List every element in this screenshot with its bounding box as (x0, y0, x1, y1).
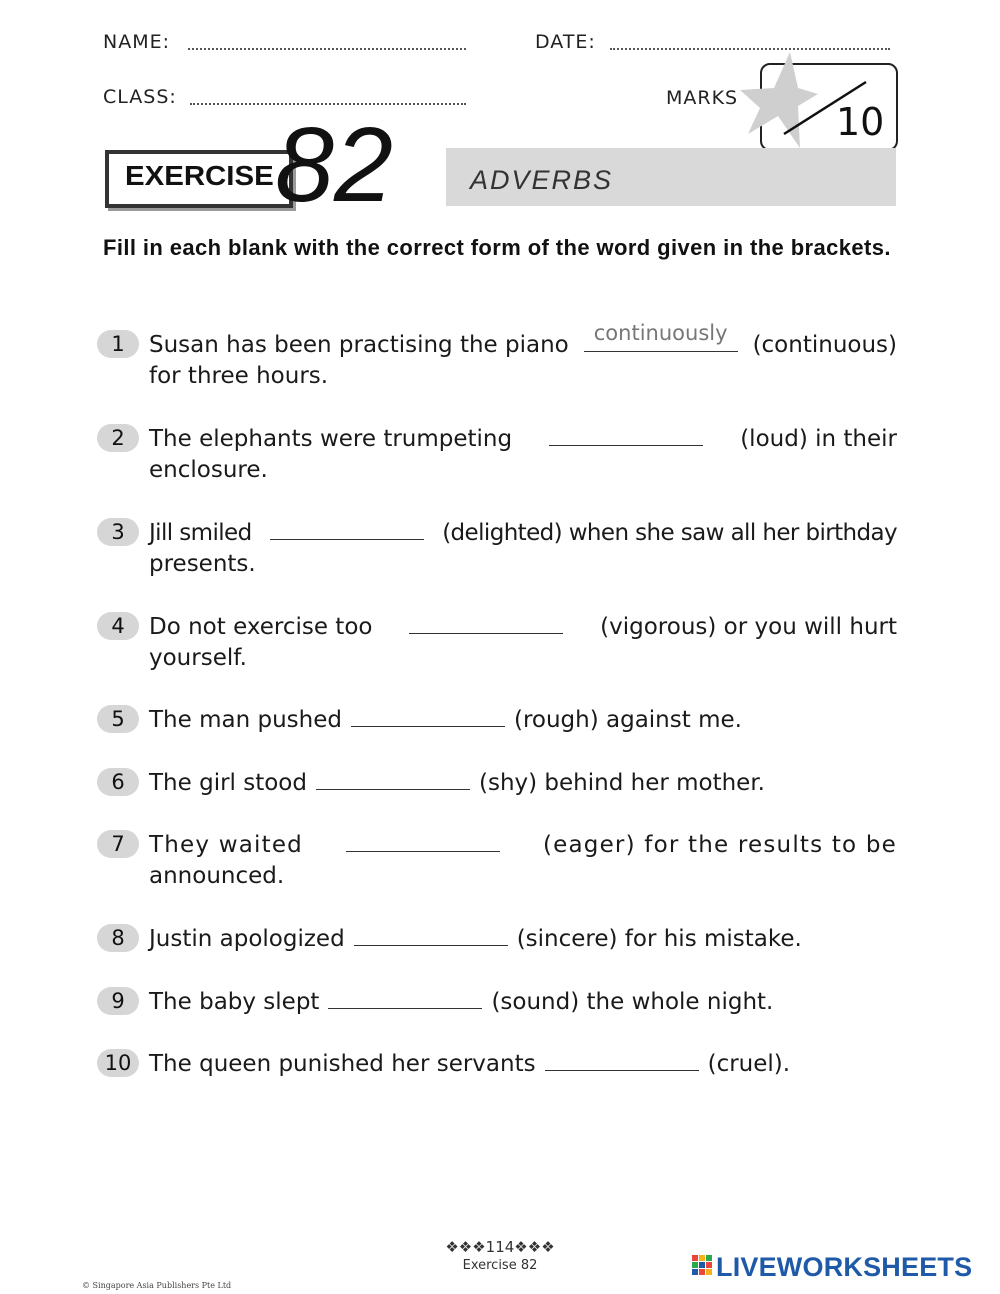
question-hint: (loud) in their (740, 426, 897, 452)
question-hint: (cruel). (707, 1051, 791, 1077)
question-hint: (rough) against me. (513, 707, 742, 733)
class-label: CLASS: (103, 86, 177, 108)
question-text: They waited (149, 832, 303, 858)
name-label: NAME: (103, 31, 171, 53)
question-hint: (shy) behind her mother. (478, 770, 765, 796)
question-continuation: yourself. (149, 645, 247, 671)
question-text: Do not exercise too (149, 614, 373, 640)
question-line (149, 829, 897, 861)
topic-title: ADVERBS (470, 165, 614, 195)
answer-blank[interactable] (270, 517, 424, 540)
question-continuation: announced. (149, 863, 285, 889)
class-field[interactable] (190, 103, 466, 105)
exercise-label: EXERCISE (125, 160, 274, 191)
question-continuation: enclosure. (149, 457, 268, 483)
question-continuation: for three hours. (149, 363, 329, 389)
question-text: Jill smiled (149, 520, 252, 546)
question-number: 3 (97, 518, 139, 546)
question-hint: (vigorous) or you will hurt (600, 614, 897, 640)
question-number: 5 (97, 705, 139, 733)
question-hint: (sincere) for his mistake. (516, 926, 802, 952)
question-number: 1 (97, 330, 139, 358)
question-number: 4 (97, 612, 139, 640)
question-line (149, 611, 897, 643)
answer-blank[interactable] (354, 923, 508, 946)
question-text: The baby slept (149, 989, 320, 1015)
exercise-number: 82 (275, 106, 393, 224)
question-line (149, 1048, 897, 1080)
question-text: Justin apologized (149, 926, 345, 952)
answer-blank[interactable] (584, 321, 738, 352)
question-number: 8 (97, 924, 139, 952)
question-text: The queen punished her servants (149, 1051, 536, 1077)
question-line (149, 423, 897, 455)
question-number: 7 (97, 830, 139, 858)
question-text: The elephants were trumpeting (149, 426, 513, 452)
question-line (149, 321, 897, 361)
answer-blank[interactable] (328, 986, 482, 1009)
date-label: DATE: (535, 31, 596, 53)
question-hint: (eager) for the results to be (542, 832, 897, 858)
answer-blank[interactable] (346, 829, 500, 852)
question-text: The girl stood (149, 770, 307, 796)
answer-blank[interactable] (351, 704, 505, 727)
liveworksheets-logo-icon (692, 1255, 714, 1279)
question-line (149, 704, 897, 736)
question-line (149, 517, 897, 549)
answer-text: continuously (593, 321, 728, 345)
marks-label: MARKS (666, 87, 739, 109)
liveworksheets-brand[interactable]: LIVEWORKSHEETS (716, 1252, 973, 1282)
answer-blank[interactable] (316, 767, 470, 790)
question-text: The man pushed (149, 707, 342, 733)
answer-blank[interactable] (545, 1048, 699, 1071)
name-field[interactable] (188, 48, 466, 50)
question-line (149, 767, 897, 799)
question-number: 10 (97, 1049, 139, 1077)
question-text: Susan has been practising the piano (149, 332, 569, 358)
question-number: 9 (97, 987, 139, 1015)
question-hint: (sound) the whole night. (491, 989, 774, 1015)
copyright-notice: © Singapore Asia Publishers Pte Ltd (82, 1281, 232, 1290)
answer-blank[interactable] (549, 423, 703, 446)
question-number: 2 (97, 424, 139, 452)
question-hint: (continuous) (752, 332, 897, 358)
question-number: 6 (97, 768, 139, 796)
question-line (149, 986, 897, 1018)
question-continuation: presents. (149, 551, 256, 577)
footer-exercise-ref: Exercise 82 (462, 1258, 538, 1273)
marks-total: 10 (836, 100, 885, 144)
page-number: ❖❖❖114❖❖❖ (445, 1238, 555, 1256)
instructions: Fill in each blank with the correct form of the word given in the brackets. (103, 235, 891, 260)
question-line (149, 923, 897, 955)
answer-blank[interactable] (409, 611, 563, 634)
question-hint: (delighted) when she saw all her birthday (442, 520, 897, 546)
